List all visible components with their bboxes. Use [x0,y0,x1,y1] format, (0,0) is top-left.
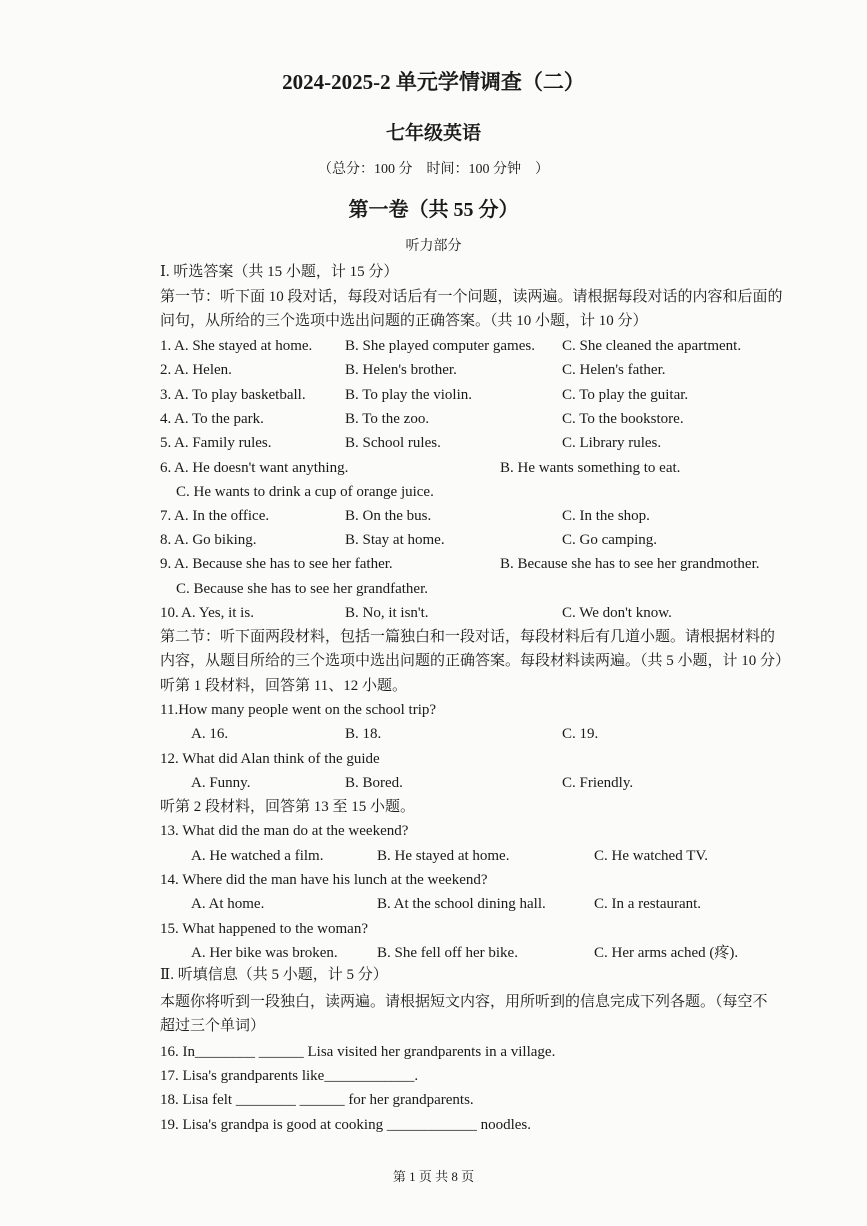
q15-stem: 15. What happened to the woman? [160,921,368,937]
exam-subject: 七年级英语 [385,123,481,144]
q2-option-a: A. Helen. [174,362,232,378]
q6-option-c: C. He wants to drink a cup of orange juice. [176,484,434,500]
q3-option-b: B. To play the violin. [345,387,473,403]
q15-option-b: B. She fell off her bike. [377,945,518,961]
q3-option-c: C. To play the guitar. [562,387,689,403]
q13-option-a: A. He watched a film. [191,848,324,864]
q8-option-b: B. Stay at home. [345,532,445,548]
q9-option-b: B. Because she has to see her grandmother. [500,556,760,572]
sec2-instructions-1: 第二节：听下面两段材料，包括一篇独白和一段对话，每段材料后有几道小题。请根据材料的 [160,629,776,645]
q13-option-b: B. He stayed at home. [377,848,510,864]
q6-number: 6. [160,460,172,476]
q11-option-a: A. 16. [191,726,229,742]
q5-option-a: A. Family rules. [174,435,272,451]
q1-option-b: B. She played computer games. [345,338,535,354]
q3-option-a: A. To play basketball. [174,387,306,403]
q13-stem: 13. What did the man do at the weekend? [160,823,409,839]
q9-option-a: A. Because she has to see her father. [174,556,393,572]
q12-option-b: B. Bored. [345,775,403,791]
sec2-instructions-2: 内容，从题目所给的三个选项中选出问题的正确答案。每段材料读两遍。（共 5 小题，计 10 分） [160,653,791,669]
q11-stem: 11.How many people went on the school trip? [160,702,437,718]
exam-info: （总分：100 分 时间：100 分钟 ） [318,162,549,177]
part2-heading: Ⅱ. 听填信息（共 5 小题，计 5 分） [160,967,388,983]
q11-option-b: B. 18. [345,726,382,742]
q4-option-b: B. To the zoo. [345,411,430,427]
q10-option-c: C. We don't know. [562,605,672,621]
q8-option-a: A. Go biking. [174,532,257,548]
q9-number: 9. [160,556,172,572]
material2-intro: 听第 2 段材料，回答第 13 至 15 小题。 [160,799,416,815]
q19-fill-blank: 19. Lisa's grandpa is good at cooking ____________ noodles. [160,1117,531,1133]
q5-number: 5. [160,435,172,451]
q12-option-c: C. Friendly. [562,775,634,791]
q7-option-a: A. In the office. [174,508,270,524]
section-title: 听力部分 [405,239,462,254]
q9-option-c: C. Because she has to see her grandfather. [176,581,428,597]
q3-number: 3. [160,387,172,403]
part2-instructions-2: 超过三个单词） [160,1018,266,1034]
part1-heading: Ⅰ. 听选答案（共 15 小题，计 15 分） [160,264,399,280]
q7-number: 7. [160,508,172,524]
sec1-instructions-1: 第一节：听下面 10 段对话，每段对话后有一个问题，读两遍。请根据每段对话的内容和后面的 [160,289,783,305]
sec1-instructions-2: 问句，从所给的三个选项中选出问题的正确答案。（共 10 小题，计 10 分） [160,313,648,329]
q12-stem: 12. What did Alan think of the guide [160,751,380,767]
q1-option-a: A. She stayed at home. [174,338,313,354]
q15-option-c: C. Her arms ached (疼). [594,945,739,961]
volume-title: 第一卷（共 55 分） [348,199,519,221]
q2-option-c: C. Helen's father. [562,362,666,378]
q5-option-b: B. School rules. [345,435,441,451]
q11-option-c: C. 19. [562,726,599,742]
q14-option-b: B. At the school dining hall. [377,896,546,912]
q2-option-b: B. Helen's brother. [345,362,457,378]
q15-option-a: A. Her bike was broken. [191,945,338,961]
q12-option-a: A. Funny. [191,775,251,791]
q10-option-a: A. Yes, it is. [181,605,254,621]
q1-number: 1. [160,338,172,354]
q13-option-c: C. He watched TV. [594,848,709,864]
q4-option-a: A. To the park. [174,411,264,427]
q7-option-b: B. On the bus. [345,508,432,524]
q7-option-c: C. In the shop. [562,508,650,524]
q6-option-b: B. He wants something to eat. [500,460,681,476]
q8-number: 8. [160,532,172,548]
q10-option-b: B. No, it isn't. [345,605,429,621]
q14-stem: 14. Where did the man have his lunch at the weekend? [160,872,488,888]
q8-option-c: C. Go camping. [562,532,657,548]
q4-option-c: C. To the bookstore. [562,411,684,427]
q2-number: 2. [160,362,172,378]
q4-number: 4. [160,411,172,427]
q17-fill-blank: 17. Lisa's grandparents like____________. [160,1068,419,1084]
page-footer: 第 1 页 共 8 页 [392,1169,475,1184]
q18-fill-blank: 18. Lisa felt ________ ______ for her grandparents. [160,1092,474,1108]
exam-title: 2024-2025-2 单元学情调查（二） [282,70,585,94]
q6-option-a: A. He doesn't want anything. [174,460,349,476]
part2-instructions-1: 本题你将听到一段独白，读两遍。请根据短文内容，用所听到的信息完成下列各题。（每空不 [160,994,768,1010]
q14-option-c: C. In a restaurant. [594,896,702,912]
q5-option-c: C. Library rules. [562,435,662,451]
q1-option-c: C. She cleaned the apartment. [562,338,742,354]
q14-option-a: A. At home. [191,896,265,912]
q10-number: 10. [160,605,179,621]
q16-fill-blank: 16. In________ ______ Lisa visited her grandparents in a village. [160,1044,556,1060]
material1-intro: 听第 1 段材料，回答第 11、12 小题。 [160,678,407,694]
